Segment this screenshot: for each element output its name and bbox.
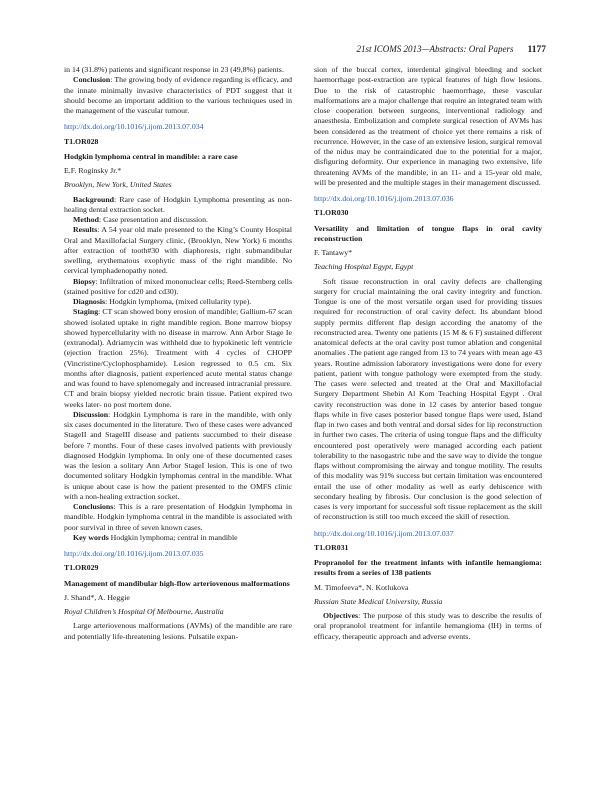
discussion-paragraph — [64, 410, 292, 502]
doi-link[interactable]: http://dx.doi.org/10.1016/j.ijom.2013.07.035 — [64, 549, 204, 558]
keywords-label: Key words — [73, 532, 109, 542]
running-header — [64, 42, 546, 56]
conclusions-paragraph — [64, 502, 292, 533]
page-number: 1177 — [527, 45, 546, 55]
abstract-authors: F. Tantawy* — [314, 248, 353, 257]
diagnosis-label: Diagnosis — [73, 297, 106, 306]
conclusions-label: Conclusions — [73, 502, 114, 511]
left-column — [64, 65, 292, 642]
conclusion-label: Conclusion — [73, 75, 111, 85]
biopsy-paragraph — [64, 277, 292, 298]
biopsy-text: : Infiltration of mixed mononuclear cells; Reed-Sternberg cells (stained positive for cd20 and cd30). — [64, 276, 292, 296]
biopsy-label: Biopsy — [73, 276, 96, 286]
diagnosis-text: : Hodgkin lymphoma, (mixed cellularity type). — [105, 297, 252, 306]
background-label: Background — [73, 194, 115, 204]
doi-link[interactable]: http://dx.doi.org/10.1016/j.ijom.2013.07.037 — [314, 528, 454, 538]
abstract-body: Large arteriovenous malformations (AVMs) of the mandible are rare and potentially life-threatening lesions. Pulsatile expan- — [64, 621, 292, 641]
staging-paragraph — [64, 307, 292, 410]
objectives-label: Objectives — [323, 611, 359, 620]
abstract-affiliation: Russian State Medical University, Russia — [314, 596, 443, 606]
keywords-text: Hodgkin lymphoma; central in mandible — [108, 532, 238, 542]
staging-text: : CT scan showed bony erosion of mandible; Gallium-67 scan showed isolated uptake in right mandible region. Bone marrow biopsy showed hypercellularity with no disease in marrow. Ann Arbor Stage Ie (extranodal). Adriamycin was withheld due to hypokinetic left ventricle (ejection fraction 25%). Treatment with 4 cycles of CHOPP (Vincristine/Cyclophosphamide). Lesion regressed to 0.5 cm. Six months after diagnosis, patient experienced acute mental status change and was found to have splenomegaly and increased intracranial pressure. CT and brain biopsy yielded necrotic brain tissue. Patient expired two weeks later- no post mortem done. — [64, 307, 292, 409]
keywords-paragraph — [64, 533, 292, 543]
abstract-affiliation: Teaching Hospital Egypt, Egypt — [314, 262, 414, 272]
discussion-label: Discussion — [73, 409, 109, 419]
doi-link[interactable]: http://dx.doi.org/10.1016/j.ijom.2013.07.036 — [314, 194, 454, 203]
abstract-authors: E.F. Roginsky Jr.* — [64, 166, 122, 175]
abstract-code: T1.OR029 — [64, 563, 99, 573]
continued-text: in 14 (31.8%) patients and significant response in 23 (49,8%) patients. — [64, 65, 284, 74]
discussion-text: : Hodgkin Lymphoma is rare in the mandible, with only six cases documented in the literature. Two of these cases were advanced StageII and StageIII disease and patients succumbed to their disease before 7 months. Four of these cases involved patients with previously diagnosed Hodgkin lymphoma. In only one of these documented cases was the lesion a solitary Ann Arbor StageI lesion. This is one of two documented solitary Hodgkin lymphomas central in the mandible. What is unique about case is how the patient presented to the OMFS clinic with a non-healing extraction socket. — [64, 409, 292, 501]
objectives-text: : The purpose of this study was to describe the results of oral propranolol treatment for infantile hemangioma (IH) in terms of efficacy, therapeutic approach and adverse events. — [314, 611, 542, 641]
conclusions-text: : This is a rare presentation of Hodgkin lymphoma in mandible. Hodgkin lymphoma central in the mandible is associated with poor survival in three of seven known cases. — [64, 502, 292, 532]
results-text: : A 54 year old male presented to the King’s County Hospital Oral and Maxillofacial Surgery clinic, (Brooklyn, New York) 6 months after extraction of tooth#30 with diaphoresis, right submandibular swelling, erythematous exophytic mass of the right mandible. No cervical lymphadenopathy noted. — [64, 225, 292, 276]
abstract-code: T1.OR028 — [64, 136, 99, 146]
abstract-body-continued: sion of the buccal cortex, interdental gingival bleeding and socket haemorrhage post-extraction are typical features of high flow lesions. Due to the risk of catastrophic haemorrhage, these vascular malformations are a major challenge that require an integrated team with close cooperation between surgeons, interventional radiology and anaesthesia. Embolization and complete surgical resection of AVMs has been considered as the treatment of choice yet there remains a risk of recurrence. However, in the case of an extensive lesion, surgical removal of the nidus may be contraindicated due to the potential for a major, disfiguring deformity. Our experience in managing two extensive, life threatening AVMs of the mandible, in an 11- and a 15-year old male, will be presented and the multiple stages in their management discussed. — [314, 65, 542, 187]
abstract-affiliation: Brooklyn, New York, United States — [64, 180, 172, 190]
abstract-affiliation: Royal Children’s Hospital Of Melbourne, Australia — [64, 607, 224, 616]
staging-label: Staging — [73, 307, 99, 317]
objectives-paragraph — [314, 611, 542, 642]
abstract-title: Management of mandibular high-flow arteriovenous malformations — [64, 578, 290, 588]
background-paragraph — [64, 195, 292, 216]
abstract-authors: M. Timofeeva*, N. Kotlukova — [314, 582, 409, 592]
journal-title: 21st ICOMS 2013—Abstracts: Oral Papers — [356, 44, 514, 54]
results-label: Results — [73, 225, 98, 235]
results-paragraph — [64, 225, 292, 276]
method-paragraph — [64, 215, 292, 225]
abstract-title: Hodgkin lymphoma central in mandible: a rare case — [64, 151, 238, 161]
method-text: : Case presentation and discussion. — [99, 215, 208, 224]
conclusion-text: : The growing body of evidence regarding is efficacy, and the innate minimally invasive characteristics of PDT suggest that it should become an important addition to the various techniques used in the management of the vascular tumour. — [64, 75, 292, 115]
abstract-authors: J. Shand*, A. Heggie — [64, 592, 130, 602]
right-column — [314, 65, 542, 642]
diagnosis-paragraph — [64, 297, 292, 307]
abstract-body: Soft tissue reconstruction in oral cavity defects are challenging surgery for crucial maintaining the oral cavity integrity and function. Tongue is one of the most versatile organ used for providing tissues required for reconstruction of oral cavity defect. Its abundant blood supply permits different flap design according the anatomy of the reconstructed area. Twenty one patients (15 M & 6 F) sustained different anatomical defects at the oral cavity post tumor ablation and congenital anomalies .The patient age ranged from 13 to 74 years with mean age 43 years. Routine admission laboratory investigations were done for every patient, patient with tongue pathology were exempted from the study. The cases were selected and treated at the Oral and Maxillofacial Surgery Department Shebin Al Kom Teaching Hospital Egypt . Oral cavity reconstruction was done in 12 cases by anterior based tongue flaps while in five cases posterior based tongue flaps were used, Island flap in two cases and both ventral and dorsal sides for lip reconstruction in further two cases. The criteria of using tongue flaps and the difficulty encountered post operatively were managed according each patient tolerability to the nasogastric tube and the save way to divide the tongue flaps without compromising the airway and tongue motility. The results of this modality was 91% success but certain limitation was encountered entail the use of other modality as well as early dehiscence with secondary healing by fibrosis. Our conclusion is the good selection of cases is very important for successful soft tissue replacement as the skill of reconstruction is still too much exceed the skill of resection. — [314, 276, 542, 522]
abstract-code: T1.OR030 — [314, 208, 349, 218]
conclusion-paragraph — [64, 75, 292, 116]
abstract-title: Propranolol for the treatment infants with infantile hemangioma: results from a series of 138 patients — [314, 558, 542, 578]
background-text: : Rare case of Hodgkin Lymphoma presenting as non-healing dental extraction socket. — [64, 194, 292, 214]
doi-link[interactable]: http://dx.doi.org/10.1016/j.ijom.2013.07.034 — [64, 122, 204, 132]
abstract-code: T1.OR031 — [314, 542, 349, 552]
method-label: Method — [73, 215, 99, 224]
abstract-title: Versatility and limitation of tongue flaps in oral cavity reconstruction — [314, 223, 542, 243]
